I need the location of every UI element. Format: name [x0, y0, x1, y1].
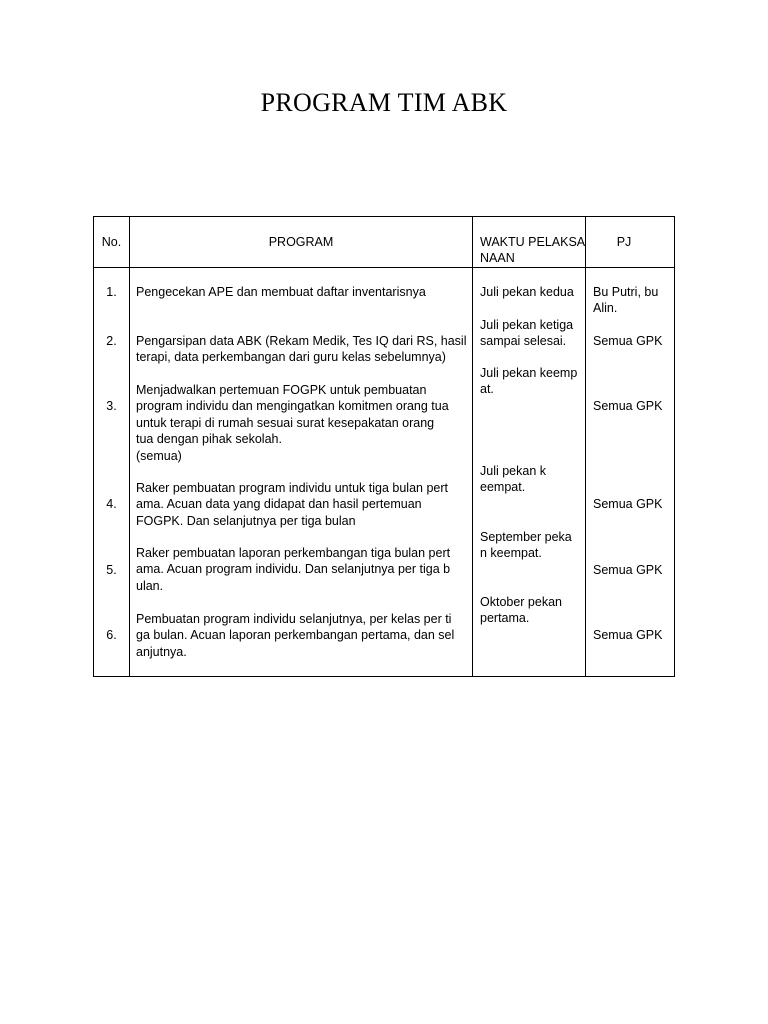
waktu-item: Juli pekan ketiga sampai selesai.: [480, 318, 574, 349]
column-divider: [585, 217, 586, 676]
waktu-item: Oktober pekan pertama.: [480, 595, 562, 626]
row-number: 1.: [106, 285, 117, 299]
program-table: [93, 216, 675, 677]
program-item: Raker pembuatan laporan perkembangan tiga bulan pert ama. Acuan program individu. Dan selanjutnya per tiga b ulan.: [136, 546, 451, 593]
pj-item: Semua GPK: [593, 563, 663, 577]
header-no: No.: [101, 235, 122, 249]
waktu-item: Juli pekan k eempat.: [480, 464, 547, 495]
waktu-item: Juli pekan keemp at.: [480, 366, 578, 397]
header-divider: [94, 267, 674, 268]
document-title: PROGRAM TIM ABK: [260, 88, 508, 117]
row-number: 4.: [106, 497, 117, 511]
column-divider: [472, 217, 473, 676]
column-divider: [129, 217, 130, 676]
pj-item: Semua GPK: [593, 399, 663, 413]
header-pj: PJ: [616, 235, 632, 249]
program-item: Raker pembuatan program individu untuk tiga bulan pert ama. Acuan data yang didapat dan hasil pertemuan FOGPK. Dan selanjutnya per tiga bulan: [136, 481, 448, 528]
pj-item: Semua GPK: [593, 497, 663, 511]
row-number: 5.: [106, 563, 117, 577]
program-item: Pengecekan APE dan membuat daftar inventarisnya: [136, 285, 426, 299]
row-number: 6.: [106, 628, 117, 642]
pj-item: Semua GPK: [593, 334, 663, 348]
program-item: Pembuatan program individu selanjutnya, per kelas per ti ga bulan. Acuan laporan perkembangan pertama, dan sel anjutnya.: [136, 612, 455, 659]
pj-item: Semua GPK: [593, 628, 663, 642]
row-number: 2.: [106, 334, 117, 348]
header-waktu: WAKTU PELAKSA NAAN: [480, 235, 586, 266]
pj-item: Bu Putri, bu Alin.: [593, 285, 659, 316]
header-program: PROGRAM: [268, 235, 334, 249]
program-item: Menjadwalkan pertemuan FOGPK untuk pembuatan program individu dan mengingatkan komitmen orang tua untuk terapi di rumah sesuai surat kesepakatan orang tua dengan pihak sekolah. (semua): [136, 383, 449, 463]
program-item: Pengarsipan data ABK (Rekam Medik, Tes IQ dari RS, hasil terapi, data perkembangan dari guru kelas sebelumnya): [136, 334, 467, 365]
waktu-item: September peka n keempat.: [480, 530, 572, 561]
waktu-item: Juli pekan kedua: [480, 285, 574, 299]
row-number: 3.: [106, 399, 117, 413]
